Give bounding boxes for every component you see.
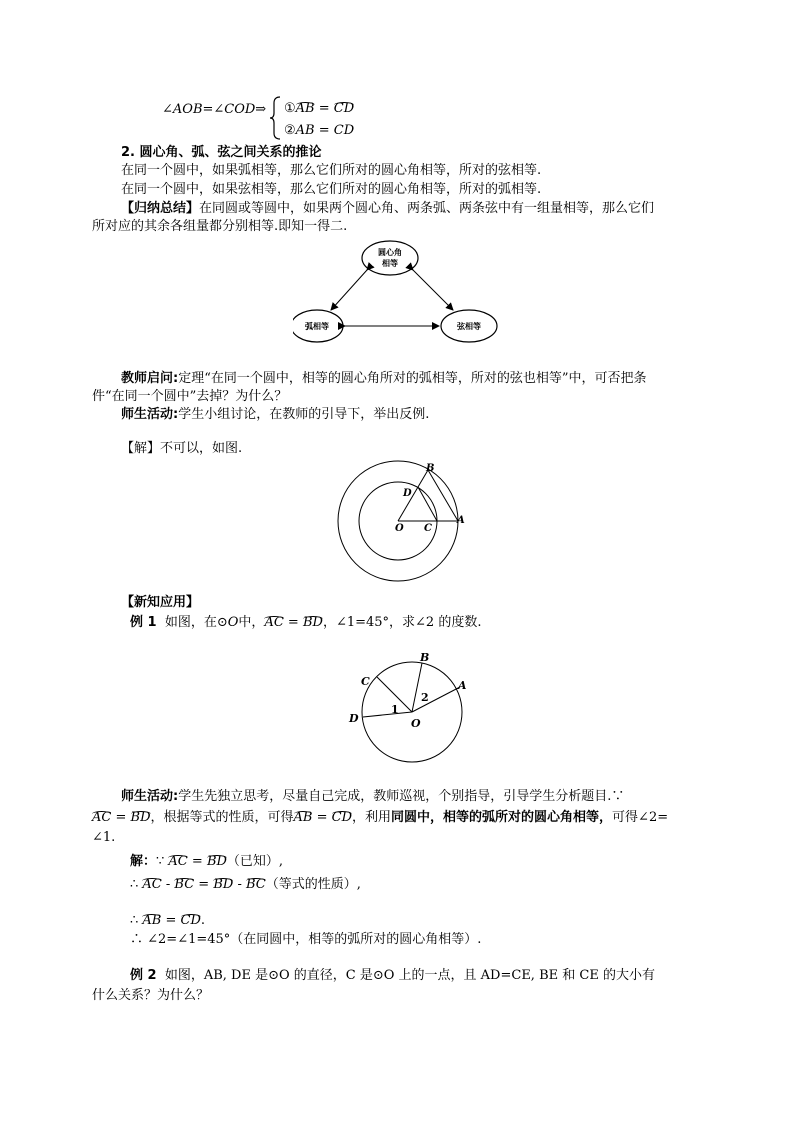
example-2-question-line2: 什么关系？为什么？ [92, 988, 210, 1003]
concentric-circles-figure [335, 456, 465, 586]
summary-line: 【归纳总结】在同圆或等圆中，如果两个圆心角、两条弧、两条弦中有一组量相等，那么它们 [121, 201, 655, 216]
svg-text:D: D [349, 712, 359, 725]
node-angle-label: 相等 [382, 258, 398, 268]
formula-case-2: ②AB = CD [284, 123, 355, 138]
example-1-figure [345, 645, 485, 775]
solution-step: 解：∵ AC = BD（已知）, [130, 854, 284, 869]
teacher-question: 教师启问:定理“在同一个圆中，相等的圆心角所对的弧相等，所对的弦也相等”中，可否把条 [121, 371, 647, 386]
summary-tag: 【归纳总结】 [121, 201, 200, 216]
solution-line: 【解】不可以，如图. [121, 441, 243, 456]
example-label: 例 1 [130, 615, 157, 630]
example-label: 例 2 [130, 968, 157, 983]
activity-line: AC = BD，根据等式的性质，可得AB = CD，利用同圆中，相等的弧所对的圆心角相等，可得∠2= [92, 810, 669, 825]
teacher-tag: 教师启问: [121, 371, 179, 386]
relationship-diagram [293, 238, 503, 348]
svg-text:2: 2 [421, 691, 429, 704]
section-title: 【新知应用】 [121, 595, 200, 610]
svg-text:A: A [458, 679, 467, 692]
svg-text:A: A [457, 515, 465, 526]
svg-text:B: B [420, 651, 430, 664]
paragraph-line: 在同一个圆中，如果弦相等，那么它们所对的圆心角相等，所对的弧相等. [121, 182, 542, 197]
arrow-angle-chord [413, 270, 453, 310]
svg-text:1: 1 [391, 703, 399, 716]
activity-tag: 师生活动: [121, 789, 179, 804]
section-title: 2. 圆心角、弧、弦之间关系的推论 [121, 145, 322, 160]
svg-text:C: C [361, 675, 370, 688]
svg-text:C: C [424, 523, 432, 534]
svg-text:D: D [403, 488, 412, 499]
activity-line: ∠1. [92, 830, 116, 845]
node-arc-label: 弧相等 [305, 321, 329, 331]
summary-line: 所对应的其余各组量都分别相等.即知一得二. [92, 219, 348, 234]
solution-step: ∴ AC - BC = BD - BC（等式的性质）, [130, 877, 361, 892]
example-1-question: 例 1 如图，在⊙O中，AC = BD，∠1=45°，求∠2 的度数. [130, 615, 482, 630]
teacher-question-line2: 件“在同一个圆中”去掉？为什么？ [92, 389, 288, 404]
solution-step: ∴ AB = CD. [130, 913, 206, 928]
svg-text:O: O [395, 523, 404, 534]
solution-tag: 【解】 [121, 441, 161, 456]
activity-line: 师生活动:学生先独立思考，尽量自己完成，教师巡视，个别指导，引导学生分析题目.∵ [121, 789, 625, 804]
formula-brace [270, 95, 282, 141]
svg-text:O: O [411, 717, 421, 730]
formula-case-1: ①AB = CD [284, 101, 355, 116]
paragraph-line: 在同一个圆中，如果弧相等，那么它们所对的圆心角相等，所对的弦相等. [121, 163, 542, 178]
activity-tag: 师生活动: [121, 407, 179, 422]
activity-line: 师生活动:学生小组讨论，在教师的引导下，举出反例. [121, 407, 430, 422]
solution-step: ∴ ∠2=∠1=45°（在同圆中，相等的弧所对的圆心角相等）. [130, 932, 482, 947]
svg-text:B: B [426, 463, 435, 474]
node-angle-label: 圆心角 [378, 247, 402, 257]
arrow-angle-arc [331, 270, 367, 310]
example-2-question: 例 2 如图，AB, DE 是⊙O 的直径，C 是⊙O 上的一点，且 AD=CE, BE 和 CE 的大小有 [130, 968, 655, 983]
formula-lhs: ∠AOB=∠COD⇒ [162, 102, 267, 117]
node-chord-label: 弦相等 [457, 321, 481, 331]
